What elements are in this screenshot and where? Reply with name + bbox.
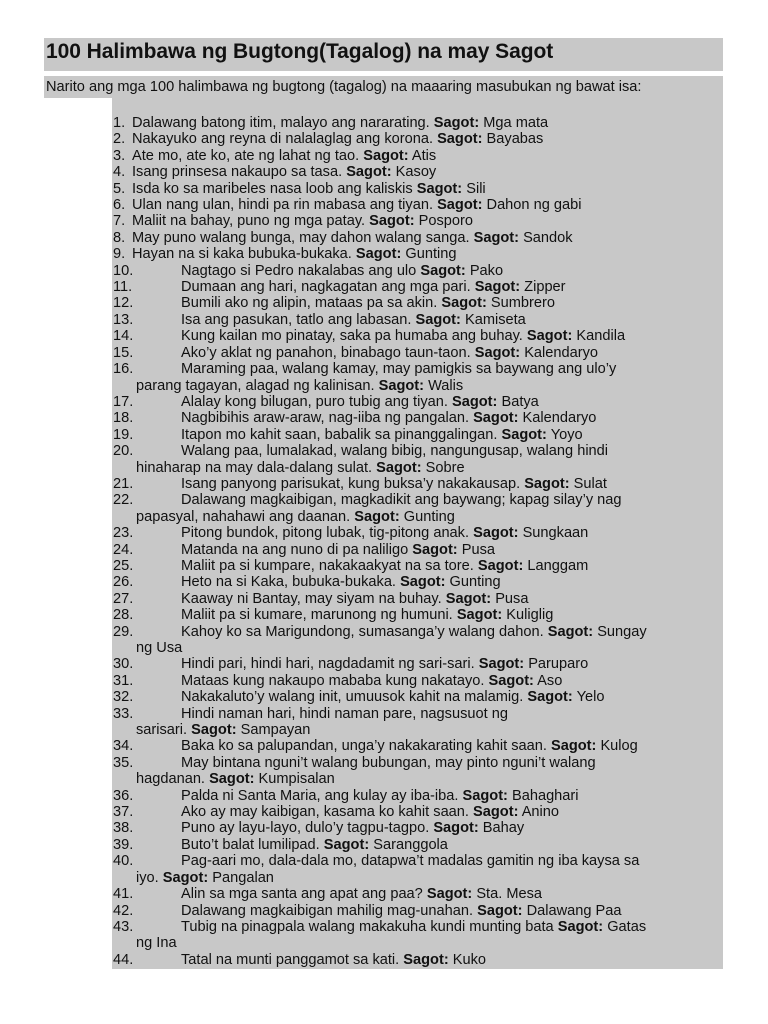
list-item: [113, 558, 723, 574]
list-item: [113, 246, 723, 262]
list-item: [113, 788, 723, 804]
answer-label: Sagot:: [550, 738, 597, 755]
answer-text: Aso: [537, 672, 563, 689]
answer-text: Gunting: [449, 574, 501, 591]
answer-label: Sagot:: [547, 623, 594, 640]
list-item-first-line: [113, 295, 723, 311]
answer-text: Batya: [501, 393, 539, 410]
item-number: 36.: [113, 787, 134, 804]
list-item-first-line: [113, 525, 723, 541]
riddle-text: Pitong bundok, pitong lubak, tig-pitong anak. Sagot: Sungkaan: [181, 525, 589, 542]
list-item-first-line: [113, 558, 723, 574]
answer-label: Sagot:: [478, 656, 525, 673]
list-item-first-line: [113, 624, 723, 640]
list-item: [113, 673, 723, 689]
list-item-first-line: [113, 246, 723, 262]
item-number: 42.: [113, 902, 134, 919]
riddle-continuation: sarisari. Sagot: Sampayan: [136, 722, 311, 739]
answer-text: Atis: [411, 147, 437, 164]
riddle-text: Dalawang magkaibigan, magkadikit ang baywang; kapag silay’y nag: [181, 492, 622, 509]
riddle-text: Buto’t balat lumilipad. Sagot: Saranggola: [181, 836, 448, 853]
item-number: 2.: [113, 131, 126, 148]
answer-label: Sagot:: [403, 951, 449, 968]
riddle-text: Nakayuko ang reyna di nalalaglag ang korona. Sagot: Bayabas: [132, 131, 544, 148]
list-item-first-line: [113, 952, 723, 968]
answer-text: Gunting: [405, 246, 457, 263]
answer-text: Sungkaan: [522, 525, 589, 542]
list-item-first-line: [113, 263, 723, 279]
answer-text: Paruparo: [528, 656, 589, 673]
riddle-text: Maliit pa si kumpare, nakakaakyat na sa tore. Sagot: Langgam: [181, 557, 589, 574]
item-number: 28.: [113, 607, 134, 624]
item-number: 1.: [113, 115, 126, 131]
answer-label: Sagot:: [473, 804, 519, 821]
item-number: 16.: [113, 361, 134, 378]
answer-label: Sagot:: [420, 262, 466, 279]
item-number: 8.: [113, 229, 126, 246]
riddle-text: Ate mo, ate ko, ate ng lahat ng tao. Sagot: Atis: [132, 147, 437, 164]
item-number: 5.: [113, 180, 126, 197]
list-item-first-line: [113, 788, 723, 804]
riddle-list: [113, 115, 723, 968]
answer-label: Sagot:: [456, 607, 503, 624]
answer-text: Pako: [469, 262, 504, 279]
answer-text: Anino: [521, 804, 560, 821]
item-number: 18.: [113, 410, 134, 427]
answer-label: Sagot:: [474, 279, 521, 296]
list-item: [113, 755, 723, 788]
item-number: 43.: [113, 918, 134, 935]
list-item: [113, 689, 723, 705]
riddle-text: Palda ni Santa Maria, ang kulay ay iba-iba. Sagot: Bahaghari: [181, 787, 579, 804]
item-number: 35.: [113, 754, 134, 771]
riddle-text: Walang paa, lumalakad, walang bibig, nangungusap, walang hindi: [181, 443, 609, 460]
list-item-first-line: [113, 181, 723, 197]
answer-label: Sagot:: [415, 311, 461, 328]
riddle-text: Isang prinsesa nakaupo sa tasa. Sagot: Kasoy: [132, 164, 437, 181]
list-item: [113, 131, 723, 147]
list-item-first-line: [113, 738, 723, 754]
answer-text: Yelo: [576, 689, 605, 706]
list-item-first-line: [113, 148, 723, 164]
answer-text: Pangalan: [212, 869, 274, 886]
list-item: [113, 804, 723, 820]
item-number: 27.: [113, 590, 134, 607]
answer-label: Sagot:: [191, 722, 237, 739]
item-number: 30.: [113, 656, 134, 673]
riddle-text: Ako’y aklat ng panahon, binabago taun-taon. Sagot: Kalendaryo: [181, 344, 599, 361]
list-item-first-line: [113, 492, 723, 508]
list-item-first-line: [113, 197, 723, 213]
riddle-text: Mataas kung nakaupo mababa kung nakatayo. Sagot: Aso: [181, 672, 563, 689]
riddle-text: Kung kailan mo pinatay, saka pa humaba ang buhay. Sagot: Kandila: [181, 328, 626, 345]
list-item-first-line: [113, 345, 723, 361]
answer-text: Pusa: [495, 590, 529, 607]
riddle-text: Alalay kong bilugan, puro tubig ang tiyan. Sagot: Batya: [181, 393, 539, 410]
item-number: 15.: [113, 344, 134, 361]
answer-label: Sagot:: [378, 377, 425, 394]
answer-text: Kumpisalan: [258, 771, 335, 788]
answer-text: Bahaghari: [511, 787, 579, 804]
item-number: 12.: [113, 295, 134, 312]
page-title: 100 Halimbawa ng Bugtong(Tagalog) na may Sagot: [46, 40, 554, 63]
answer-label: Sagot:: [524, 475, 570, 492]
list-item: [113, 328, 723, 344]
list-item: [113, 542, 723, 558]
list-item: [113, 410, 723, 426]
answer-label: Sagot:: [412, 541, 458, 558]
list-item: [113, 115, 723, 131]
answer-label: Sagot:: [437, 197, 483, 214]
list-item: [113, 706, 723, 739]
answer-label: Sagot:: [462, 787, 508, 804]
riddle-text: Maraming paa, walang kamay, may pamigkis sa baywang ang ulo’y: [181, 361, 617, 378]
list-item-first-line: [113, 837, 723, 853]
answer-label: Sagot:: [557, 918, 604, 935]
answer-continuation: ng Usa: [136, 640, 183, 656]
answer-label: Sagot:: [452, 393, 498, 410]
answer-label: Sagot:: [477, 557, 524, 574]
list-item: [113, 427, 723, 443]
item-number: 17.: [113, 393, 134, 410]
list-item: [113, 213, 723, 229]
item-number: 10.: [113, 262, 134, 279]
answer-text: Bahay: [482, 820, 525, 837]
item-number: 9.: [113, 246, 126, 263]
list-item-first-line: [113, 328, 723, 344]
list-item-first-line: [113, 804, 723, 820]
list-item-first-line: [113, 213, 723, 229]
answer-text: Dalawang Paa: [526, 902, 622, 919]
riddle-text: Isa ang pasukan, tatlo ang labasan. Sagot: Kamiseta: [181, 311, 526, 328]
riddle-text: Heto na si Kaka, bubuka-bukaka. Sagot: Gunting: [181, 574, 501, 591]
riddle-text: May puno walang bunga, may dahon walang sanga. Sagot: Sandok: [132, 229, 573, 246]
list-item: [113, 197, 723, 213]
answer-text: Kasoy: [395, 164, 437, 181]
item-number: 39.: [113, 836, 134, 853]
riddle-text: Alin sa mga santa ang apat ang paa? Sagot: Sta. Mesa: [181, 886, 543, 903]
riddle-text: Isda ko sa maribeles nasa loob ang kaliskis Sagot: Sili: [132, 180, 486, 197]
list-item-first-line: [113, 574, 723, 590]
list-item: [113, 443, 723, 476]
riddle-text: Baka ko sa palupandan, unga’y nakakarating kahit saan. Sagot: Kulog: [181, 738, 638, 755]
answer-label: Sagot:: [369, 213, 415, 230]
item-number: 37.: [113, 804, 134, 821]
riddle-text: Puno ay layu-layo, dulo’y tagpu-tagpo. Sagot: Bahay: [181, 820, 525, 837]
answer-label: Sagot:: [426, 886, 473, 903]
list-item-first-line: [113, 164, 723, 180]
answer-text: Saranggola: [373, 836, 448, 853]
answer-label: Sagot:: [346, 164, 392, 181]
list-item: [113, 345, 723, 361]
list-item-first-line: [113, 886, 723, 902]
list-item-first-line: [113, 853, 723, 869]
answer-label: Sagot:: [209, 771, 255, 788]
list-item: [113, 525, 723, 541]
list-item: [113, 295, 723, 311]
list-item-first-line: [113, 394, 723, 410]
riddle-text: Itapon mo kahit saan, babalik sa pinanggalingan. Sagot: Yoyo: [181, 426, 583, 443]
answer-text: Gunting: [403, 508, 455, 525]
riddle-text: Hayan na si kaka bubuka-bukaka. Sagot: Gunting: [132, 246, 457, 263]
list-item: [113, 886, 723, 902]
riddle-text: Dalawang batong itim, malayo ang nararating. Sagot: Mga mata: [132, 115, 549, 131]
answer-label: Sagot:: [473, 229, 519, 246]
answer-continuation: ng Ina: [136, 935, 177, 952]
list-item: [113, 952, 723, 968]
list-item-first-line: [113, 755, 723, 771]
answer-text: Langgam: [527, 557, 589, 574]
answer-text: Posporo: [418, 213, 473, 230]
list-item-first-line: [113, 673, 723, 689]
item-number: 22.: [113, 492, 134, 509]
answer-label: Sagot:: [441, 295, 487, 312]
list-item: [113, 361, 723, 394]
riddle-text: Kaaway ni Bantay, may siyam na buhay. Sagot: Pusa: [181, 590, 529, 607]
riddle-text: Ulan nang ulan, hindi pa rin mabasa ang tiyan. Sagot: Dahon ng gabi: [132, 197, 582, 214]
answer-label: Sagot:: [416, 180, 463, 197]
list-item: [113, 853, 723, 886]
riddle-continuation: iyo. Sagot: Pangalan: [136, 869, 274, 886]
list-item-first-line: [113, 115, 723, 131]
item-number: 26.: [113, 574, 134, 591]
item-number: 29.: [113, 623, 134, 640]
item-number: 31.: [113, 672, 134, 689]
list-item: [113, 394, 723, 410]
item-number: 41.: [113, 886, 134, 903]
list-item-first-line: [113, 443, 723, 459]
item-number: 34.: [113, 738, 134, 755]
answer-text: Sungay: [597, 623, 647, 640]
list-item-first-line: [113, 279, 723, 295]
answer-label: Sagot:: [488, 672, 534, 689]
list-item-first-line: [113, 131, 723, 147]
answer-text: Sumbrero: [490, 295, 555, 312]
item-number: 40.: [113, 853, 134, 870]
list-item: [113, 656, 723, 672]
list-item-first-line: [113, 820, 723, 836]
answer-label: Sagot:: [433, 820, 479, 837]
list-item: [113, 624, 723, 657]
list-item: [113, 263, 723, 279]
list-item-first-line: [113, 542, 723, 558]
answer-text: Dahon ng gabi: [486, 197, 582, 214]
answer-label: Sagot:: [400, 574, 446, 591]
intro-paragraph: Narito ang mga 100 halimbawa ng bugtong (tagalog) na maaaring masubukan ng bawat isa:: [46, 79, 642, 95]
answer-text: Sobre: [425, 459, 465, 476]
list-item-first-line: [113, 903, 723, 919]
riddle-text: Tatal na munti panggamot sa kati. Sagot: Kuko: [181, 951, 487, 968]
item-number: 21.: [113, 475, 134, 492]
riddle-text: Kahoy ko sa Marigundong, sumasanga’y walang dahon. Sagot: Sungay: [181, 623, 647, 640]
answer-text: Gatas: [607, 918, 647, 935]
item-number: 38.: [113, 820, 134, 837]
riddle-text: Ako ay may kaibigan, kasama ko kahit saan. Sagot: Anino: [181, 804, 560, 821]
answer-label: Sagot:: [527, 689, 573, 706]
answer-text: Kalendaryo: [522, 410, 597, 427]
item-number: 7.: [113, 213, 126, 230]
riddle-text: Maliit pa si kumare, marunong ng humuni. Sagot: Kuliglig: [181, 607, 554, 624]
answer-label: Sagot:: [363, 147, 409, 164]
answer-text: Kalendaryo: [524, 344, 599, 361]
riddle-continuation: papasyal, nahahawi ang daanan. Sagot: Gunting: [136, 508, 455, 525]
riddle-text: Matanda na ang nuno di pa naliligo Sagot: Pusa: [181, 541, 495, 558]
answer-label: Sagot:: [323, 836, 370, 853]
riddle-text: Tubig na pinagpala walang makakuha kundi munting bata Sagot: Gatas: [181, 918, 647, 935]
list-item: [113, 837, 723, 853]
riddle-text: Maliit na bahay, puno ng mga patay. Sagot: Posporo: [132, 213, 473, 230]
item-number: 23.: [113, 525, 134, 542]
answer-text: Mga mata: [483, 115, 549, 131]
riddle-text: Bumili ako ng alipin, mataas pa sa akin. Sagot: Sumbrero: [181, 295, 555, 312]
answer-label: Sagot:: [354, 508, 400, 525]
list-item: [113, 591, 723, 607]
answer-label: Sagot:: [473, 525, 519, 542]
answer-label: Sagot:: [445, 590, 492, 607]
item-number: 6.: [113, 197, 126, 214]
item-number: 44.: [113, 951, 134, 968]
answer-text: Kulog: [600, 738, 638, 755]
list-item-first-line: [113, 230, 723, 246]
answer-text: Kandila: [576, 328, 626, 345]
list-item-first-line: [113, 706, 723, 722]
list-item: [113, 607, 723, 623]
answer-text: Bayabas: [486, 131, 544, 148]
list-item-first-line: [113, 919, 723, 935]
answer-label: Sagot:: [433, 115, 480, 131]
item-number: 32.: [113, 689, 134, 706]
answer-label: Sagot:: [477, 902, 523, 919]
list-item-first-line: [113, 607, 723, 623]
answer-text: Sta. Mesa: [476, 886, 543, 903]
riddle-text: Nakakaluto’y walang init, umuusok kahit na malamig. Sagot: Yelo: [181, 689, 605, 706]
answer-text: Kamiseta: [464, 311, 526, 328]
list-item-first-line: [113, 476, 723, 492]
answer-label: Sagot:: [376, 459, 422, 476]
answer-label: Sagot:: [501, 426, 547, 443]
riddle-text: Isang panyong parisukat, kung buksa’y nakakausap. Sagot: Sulat: [181, 475, 607, 492]
list-item: [113, 476, 723, 492]
item-number: 24.: [113, 541, 134, 558]
list-item-first-line: [113, 361, 723, 377]
item-number: 3.: [113, 147, 126, 164]
list-item: [113, 148, 723, 164]
riddle-continuation: hagdanan. Sagot: Kumpisalan: [136, 771, 335, 788]
riddle-text: May bintana nguni’t walang bubungan, may pinto nguni’t walang: [181, 754, 596, 771]
riddle-text: Hindi pari, hindi hari, nagdadamit ng sari-sari. Sagot: Paruparo: [181, 656, 589, 673]
list-item: [113, 164, 723, 180]
list-item: [113, 230, 723, 246]
item-number: 25.: [113, 557, 134, 574]
answer-label: Sagot:: [437, 131, 483, 148]
answer-label: Sagot:: [473, 410, 519, 427]
answer-text: Pusa: [461, 541, 495, 558]
list-item-first-line: [113, 656, 723, 672]
answer-text: Sandok: [523, 229, 573, 246]
riddle-continuation: hinaharap na may dala-dalang sulat. Sagot: Sobre: [136, 459, 465, 476]
list-item: [113, 312, 723, 328]
list-item-first-line: [113, 312, 723, 328]
riddle-text: Nagbibihis araw-araw, nag-iiba ng pangalan. Sagot: Kalendaryo: [181, 410, 597, 427]
list-item: [113, 820, 723, 836]
list-item: [113, 903, 723, 919]
list-item-first-line: [113, 427, 723, 443]
list-item: [113, 738, 723, 754]
riddle-text: Pag-aari mo, dala-dala mo, datapwa’t madalas gamitin ng iba kaysa sa: [181, 853, 640, 870]
item-number: 14.: [113, 328, 134, 345]
riddle-text: Nagtago si Pedro nakalabas ang ulo Sagot: Pako: [181, 262, 504, 279]
item-number: 20.: [113, 443, 134, 460]
answer-text: Zipper: [524, 279, 566, 296]
item-number: 19.: [113, 426, 134, 443]
item-number: 13.: [113, 311, 134, 328]
list-item: [113, 181, 723, 197]
answer-text: Sampayan: [240, 722, 311, 739]
riddle-text: Dumaan ang hari, nagkagatan ang mga pari. Sagot: Zipper: [181, 279, 566, 296]
list-item-first-line: [113, 689, 723, 705]
list-item-first-line: [113, 591, 723, 607]
item-number: 4.: [113, 164, 126, 181]
riddle-text: Hindi naman hari, hindi naman pare, nagsusuot ng: [181, 705, 508, 722]
item-number: 11.: [113, 279, 133, 296]
answer-label: Sagot:: [526, 328, 573, 345]
list-item: [113, 574, 723, 590]
answer-label: Sagot:: [355, 246, 402, 263]
answer-label: Sagot:: [474, 344, 521, 361]
answer-text: Yoyo: [550, 426, 583, 443]
answer-label: Sagot:: [162, 869, 209, 886]
answer-text: Kuliglig: [506, 607, 554, 624]
answer-text: Sulat: [573, 475, 607, 492]
list-item: [113, 919, 723, 952]
list-item-first-line: [113, 410, 723, 426]
list-item: [113, 279, 723, 295]
riddle-text: Dalawang magkaibigan mahilig mag-unahan. Sagot: Dalawang Paa: [181, 902, 622, 919]
list-item: [113, 492, 723, 525]
item-number: 33.: [113, 705, 134, 722]
answer-text: Walis: [428, 377, 464, 394]
riddle-continuation: parang tagayan, alagad ng kalinisan. Sagot: Walis: [136, 377, 464, 394]
answer-text: Kuko: [452, 951, 487, 968]
answer-text: Sili: [466, 180, 486, 197]
